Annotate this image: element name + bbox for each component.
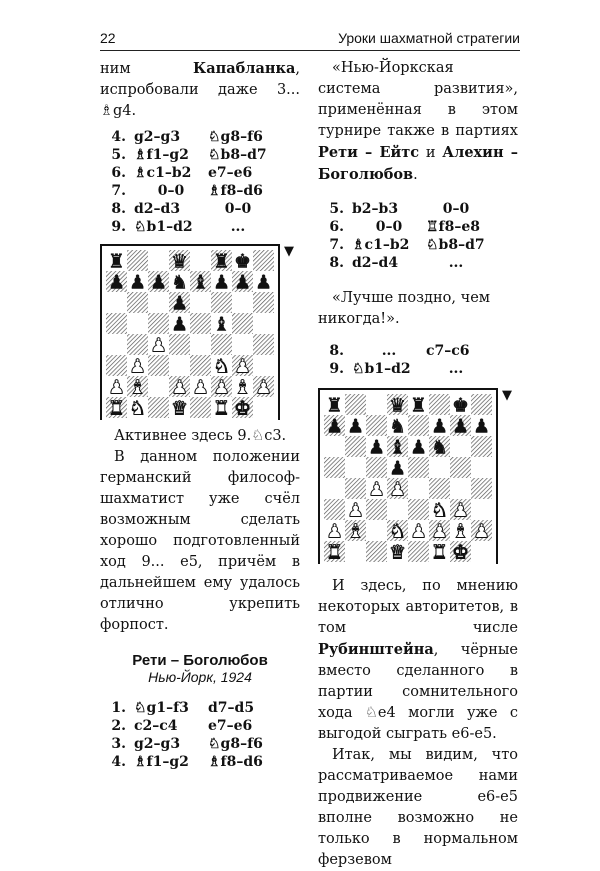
running-title: Уроки шахматной стратегии bbox=[338, 30, 520, 46]
dark-square bbox=[429, 478, 450, 499]
black-bishop-icon: ♝ bbox=[388, 436, 407, 459]
light-square bbox=[324, 478, 345, 499]
light-square bbox=[253, 313, 274, 334]
dark-square bbox=[253, 334, 274, 355]
light-square bbox=[366, 394, 387, 415]
dark-square bbox=[471, 394, 492, 415]
move-row: 1. ♘g1–f3 d7–d5 bbox=[111, 700, 255, 716]
quote-paragraph: «Лучше поздно, чем никогда!». bbox=[318, 290, 491, 327]
dark-square bbox=[190, 355, 211, 376]
dark-square bbox=[408, 457, 429, 478]
black-pawn-icon: ♟ bbox=[170, 292, 189, 315]
dark-square bbox=[106, 355, 127, 376]
move-row: 8. d2–d4 ... bbox=[329, 255, 464, 271]
page-header bbox=[100, 30, 520, 48]
light-square bbox=[106, 334, 127, 355]
light-square bbox=[232, 334, 253, 355]
white-bishop-icon: ♝ bbox=[451, 520, 470, 543]
black-rook-icon: ♜ bbox=[107, 250, 126, 273]
light-square bbox=[471, 541, 492, 562]
light-square bbox=[408, 478, 429, 499]
black-rook-icon: ♜ bbox=[325, 394, 344, 417]
move-row: 2. c2–c4 e7–e6 bbox=[111, 718, 253, 734]
light-square bbox=[127, 313, 148, 334]
dark-square bbox=[324, 457, 345, 478]
diagram-2 bbox=[318, 388, 518, 564]
move-row: 9. ♘b1–d2 ... bbox=[111, 219, 246, 235]
black-king-icon: ♚ bbox=[233, 250, 252, 273]
dark-square bbox=[148, 397, 169, 418]
black-pawn-icon: ♟ bbox=[472, 415, 491, 438]
moves-table-2 bbox=[100, 699, 268, 771]
moves-table-4 bbox=[318, 342, 486, 378]
white-rook-icon: ♜ bbox=[107, 397, 126, 420]
move-row: 5. ♗f1–g2 ♘b8–d7 bbox=[111, 147, 267, 163]
black-pawn-icon: ♟ bbox=[170, 313, 189, 336]
white-queen-icon: ♛ bbox=[388, 541, 407, 564]
dark-square bbox=[366, 541, 387, 562]
move-row: 6. ♗c1–b2 e7–e6 bbox=[111, 165, 253, 181]
black-pawn-icon: ♟ bbox=[233, 271, 252, 294]
white-knight-icon: ♞ bbox=[430, 499, 449, 522]
dark-square bbox=[345, 478, 366, 499]
white-pawn-icon: ♟ bbox=[325, 520, 344, 543]
light-square bbox=[429, 457, 450, 478]
analysis-paragraph: В данном положении германский философ-шахматист уже счёл возможным сделать хорошо подготовленный ход 9... e5, причём в дальнейшем ему удалось отлично укрепить форпост. bbox=[100, 449, 300, 633]
turn-arrow-icon: ▼ bbox=[502, 388, 512, 403]
dark-square bbox=[148, 313, 169, 334]
game-venue: Нью-Йорк, 1924 bbox=[148, 669, 252, 685]
dark-square bbox=[148, 355, 169, 376]
white-pawn-icon: ♟ bbox=[346, 499, 365, 522]
game-ref-1: Рети – Ейтс bbox=[318, 144, 420, 161]
black-pawn-icon: ♟ bbox=[451, 415, 470, 438]
light-square bbox=[232, 292, 253, 313]
black-rook-icon: ♜ bbox=[212, 250, 231, 273]
move-row: 8. d2–d3 0–0 bbox=[111, 201, 252, 217]
white-rook-icon: ♜ bbox=[430, 541, 449, 564]
diagram-1 bbox=[100, 244, 300, 420]
black-rook-icon: ♜ bbox=[409, 394, 428, 417]
game-title: Рети – Боголюбов bbox=[132, 652, 268, 669]
move-row: 4. g2–g3 ♘g8–f6 bbox=[111, 129, 263, 145]
dark-square bbox=[408, 541, 429, 562]
white-pawn-icon: ♟ bbox=[430, 520, 449, 543]
light-square bbox=[253, 397, 274, 418]
dark-square bbox=[127, 334, 148, 355]
move-row: 4. ♗f1–g2 ♗f8–d6 bbox=[111, 754, 263, 770]
black-bishop-icon: ♝ bbox=[191, 271, 210, 294]
light-square bbox=[471, 499, 492, 520]
white-pawn-icon: ♟ bbox=[212, 376, 231, 399]
dark-square bbox=[429, 394, 450, 415]
white-pawn-icon: ♟ bbox=[472, 520, 491, 543]
black-pawn-icon: ♟ bbox=[107, 271, 126, 294]
white-knight-icon: ♞ bbox=[128, 397, 147, 420]
white-queen-icon: ♛ bbox=[170, 397, 189, 420]
white-pawn-icon: ♟ bbox=[128, 355, 147, 378]
black-bishop-icon: ♝ bbox=[212, 313, 231, 336]
black-pawn-icon: ♟ bbox=[388, 457, 407, 480]
move-row: 9. ♘b1–d2 ... bbox=[329, 361, 464, 377]
light-square bbox=[106, 292, 127, 313]
chess-board-2 bbox=[318, 388, 498, 564]
system-paragraph: «Нью-Йоркская система развития», применённая в этом турнире также в партиях Рети – Ейтс и Алехин – Боголюбов. bbox=[318, 60, 518, 183]
header-rule bbox=[100, 50, 520, 51]
dark-square bbox=[211, 292, 232, 313]
dark-square bbox=[106, 313, 127, 334]
white-king-icon: ♚ bbox=[233, 397, 252, 420]
dark-square bbox=[366, 499, 387, 520]
dark-square bbox=[408, 415, 429, 436]
dark-square bbox=[450, 457, 471, 478]
dark-square bbox=[211, 334, 232, 355]
right-column bbox=[318, 58, 518, 871]
page-number: 22 bbox=[100, 30, 116, 46]
white-knight-icon: ♞ bbox=[212, 355, 231, 378]
white-bishop-icon: ♝ bbox=[346, 520, 365, 543]
dark-square bbox=[169, 334, 190, 355]
chess-board-1 bbox=[100, 244, 280, 420]
black-queen-icon: ♛ bbox=[170, 250, 189, 273]
black-pawn-icon: ♟ bbox=[149, 271, 168, 294]
white-pawn-icon: ♟ bbox=[388, 478, 407, 501]
moves-table-3 bbox=[318, 200, 486, 272]
light-square bbox=[345, 457, 366, 478]
dark-square bbox=[345, 394, 366, 415]
black-pawn-icon: ♟ bbox=[128, 271, 147, 294]
black-pawn-icon: ♟ bbox=[346, 415, 365, 438]
light-square bbox=[366, 520, 387, 541]
light-square bbox=[324, 436, 345, 457]
light-square bbox=[169, 355, 190, 376]
moves-table-1 bbox=[100, 128, 268, 236]
light-square bbox=[190, 250, 211, 271]
light-square bbox=[345, 541, 366, 562]
light-square bbox=[450, 478, 471, 499]
light-square bbox=[148, 250, 169, 271]
dark-square bbox=[366, 457, 387, 478]
white-pawn-icon: ♟ bbox=[254, 376, 273, 399]
dark-square bbox=[471, 436, 492, 457]
dark-square bbox=[366, 415, 387, 436]
black-pawn-icon: ♟ bbox=[325, 415, 344, 438]
white-bishop-icon: ♝ bbox=[233, 376, 252, 399]
white-pawn-icon: ♟ bbox=[451, 499, 470, 522]
light-square bbox=[190, 292, 211, 313]
dark-square bbox=[345, 436, 366, 457]
player-name: Рубинштейна bbox=[318, 641, 434, 658]
move-row: 5. b2–b3 0–0 bbox=[329, 201, 470, 217]
dark-square bbox=[253, 292, 274, 313]
dark-square bbox=[127, 250, 148, 271]
move-row: 6. 0–0 ♖f8–e8 bbox=[329, 219, 480, 235]
black-knight-icon: ♞ bbox=[170, 271, 189, 294]
move-row: 7. ♗c1–b2 ♘b8–d7 bbox=[329, 237, 485, 253]
white-pawn-icon: ♟ bbox=[233, 355, 252, 378]
conclusion-paragraph: Итак, мы видим, что рассматриваемое нами продвижение e6-e5 вполне возможно не только в нормальном ферзевом bbox=[318, 747, 518, 868]
black-king-icon: ♚ bbox=[451, 394, 470, 417]
left-column bbox=[100, 58, 300, 771]
dark-square bbox=[232, 313, 253, 334]
opinion-paragraph: И здесь, по мнению некоторых авторитетов, в том числе Рубинштейна, чёрные вместо сделанного в партии сомнительного хода ♘e4 могли уже с выгодой сыграть e6-e5. bbox=[318, 578, 518, 742]
white-rook-icon: ♜ bbox=[212, 397, 231, 420]
white-pawn-icon: ♟ bbox=[170, 376, 189, 399]
light-square bbox=[450, 436, 471, 457]
dark-square bbox=[190, 313, 211, 334]
light-square bbox=[190, 334, 211, 355]
dark-square bbox=[190, 397, 211, 418]
move-row: 8. ... c7–c6 bbox=[329, 343, 470, 359]
dark-square bbox=[408, 499, 429, 520]
intro-paragraph: ним Капабланка, испробовали даже 3... ♗g4. bbox=[100, 60, 300, 119]
white-pawn-icon: ♟ bbox=[191, 376, 210, 399]
black-pawn-icon: ♟ bbox=[254, 271, 273, 294]
move-row: 7. 0–0 ♗f8–d6 bbox=[111, 183, 263, 199]
black-knight-icon: ♞ bbox=[430, 436, 449, 459]
white-pawn-icon: ♟ bbox=[149, 334, 168, 357]
white-bishop-icon: ♝ bbox=[128, 376, 147, 399]
light-square bbox=[148, 376, 169, 397]
black-queen-icon: ♛ bbox=[388, 394, 407, 417]
white-pawn-icon: ♟ bbox=[409, 520, 428, 543]
dark-square bbox=[324, 499, 345, 520]
black-pawn-icon: ♟ bbox=[430, 415, 449, 438]
player-name: Капабланка bbox=[193, 60, 296, 77]
light-square bbox=[253, 355, 274, 376]
white-knight-icon: ♞ bbox=[388, 520, 407, 543]
light-square bbox=[387, 499, 408, 520]
dark-square bbox=[127, 292, 148, 313]
light-square bbox=[471, 457, 492, 478]
white-pawn-icon: ♟ bbox=[367, 478, 386, 501]
dark-square bbox=[471, 478, 492, 499]
black-pawn-icon: ♟ bbox=[367, 436, 386, 459]
black-knight-icon: ♞ bbox=[388, 415, 407, 438]
white-king-icon: ♚ bbox=[451, 541, 470, 564]
white-pawn-icon: ♟ bbox=[107, 376, 126, 399]
light-square bbox=[148, 292, 169, 313]
game-ref-2: Алехин – Боголюбов bbox=[318, 144, 518, 183]
turn-arrow-icon: ▼ bbox=[284, 244, 294, 259]
dark-square bbox=[253, 250, 274, 271]
comment-paragraph: Активнее здесь 9.♘c3. bbox=[114, 428, 287, 444]
black-pawn-icon: ♟ bbox=[409, 436, 428, 459]
white-rook-icon: ♜ bbox=[325, 541, 344, 564]
move-row: 3. g2–g3 ♘g8–f6 bbox=[111, 736, 263, 752]
black-pawn-icon: ♟ bbox=[212, 271, 231, 294]
